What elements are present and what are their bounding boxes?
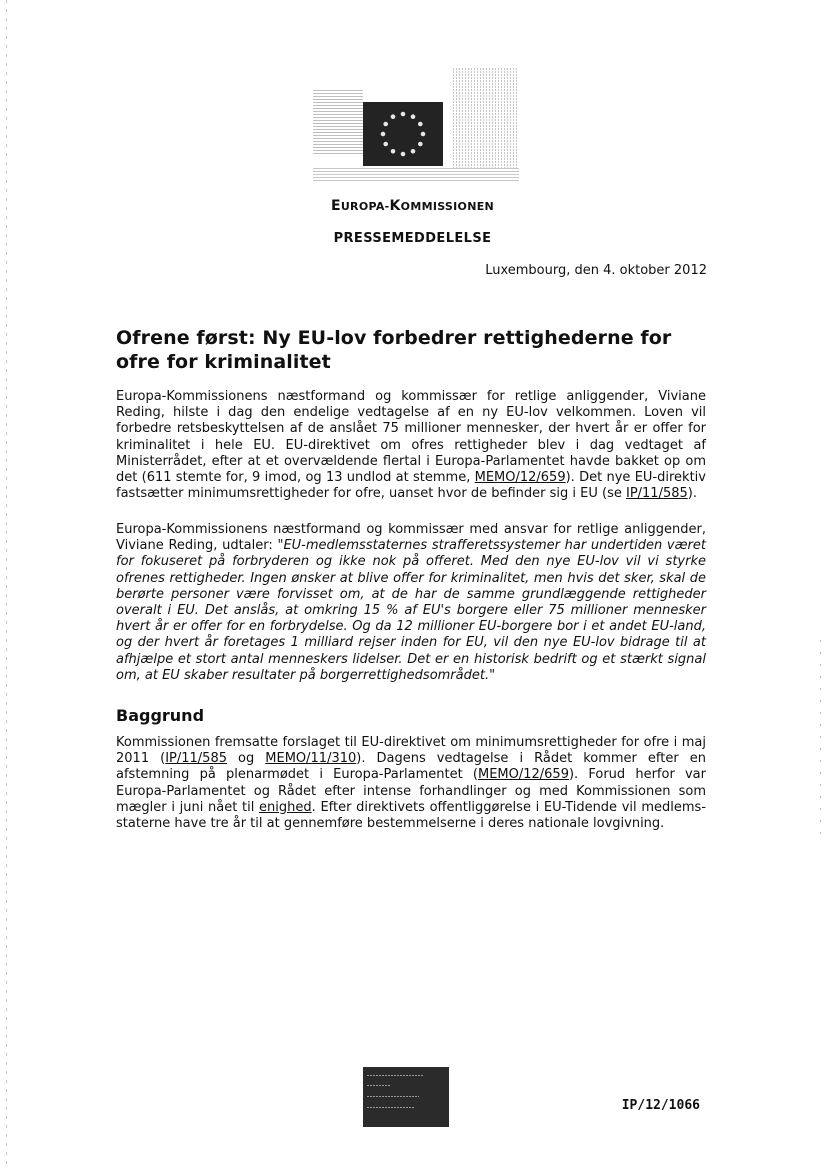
paragraph-text: og xyxy=(227,751,266,767)
document-type: PRESSEMEDDELELSE xyxy=(333,231,492,246)
scan-edge-artefact-right xyxy=(820,640,821,840)
org-initial-e: E xyxy=(330,198,341,214)
stamp-line xyxy=(367,1107,415,1108)
eu-flag-icon xyxy=(363,102,443,166)
paragraph-text: ). xyxy=(687,486,697,502)
paragraph-text: ). Dagens vedtagelse i Rådet kommer efter en afstemning på plenarmødet i Europa-Parlamentet ( xyxy=(116,751,706,783)
dateline: Luxembourg, den 4. oktober 2012 xyxy=(485,263,707,278)
memo-link[interactable]: MEMO/12/659 xyxy=(477,767,569,783)
paragraph-text: Kommissionen fremsatte forslaget til EU-direktivet om minimumsrettigheder for ofre i maj 2011 ( xyxy=(116,735,706,767)
paragraph-text: ). Det nye EU-direktiv fastsætter minimumsrettigheder for ofre, uanset hvor de befinder sig i EU (se xyxy=(116,470,706,502)
reding-quote: "EU-medlemsstaternes strafferetssystemer har undertiden været for fokuseret på forbryderen og ikke nok på offeret. Med den nye EU-lov vil vi styrke ofrenes rettigheder. Ingen ønsker at blive offer for kriminalitet, men hvis det sker, skal de berørte personer være forvisset om, at de har de samme grundlæggende rettigheder overalt i EU. Det anslås, at omkring 15 % af EU's borgere eller 75 millioner mennesker hvert år er offer for en forbrydelse. Og da 12 millioner EU-borgere bor i et andet EU-land, og der hvert år foretages 1 milliard rejser inden for EU, vil den nye EU-lov bidrage til at afhjælpe et stort antal menneskers lidelser. Det er en historisk bedrift og et stærkt signal om, at EU skaber resultater på borgerrettighedsområdet." xyxy=(116,538,706,683)
scan-edge-artefact xyxy=(6,0,7,1168)
memo-link[interactable]: MEMO/11/310 xyxy=(265,751,357,767)
org-text-2: OMMISSIONEN xyxy=(400,200,495,213)
press-service-stamp xyxy=(363,1067,449,1127)
logo-stripes xyxy=(313,90,363,154)
org-text-1: UROPA- xyxy=(340,200,390,213)
european-commission-logo xyxy=(313,64,519,182)
press-release-title: Ofrene først: Ny EU-lov forbedrer rettighederne for ofre for kriminalitet xyxy=(116,327,672,373)
paragraph-background xyxy=(116,735,706,832)
org-initial-k: K xyxy=(389,198,401,214)
stamp-line xyxy=(367,1075,423,1076)
paragraph-quote xyxy=(116,522,706,684)
stamp-line xyxy=(367,1085,391,1086)
eu-stars-icon xyxy=(363,102,443,166)
ip-link[interactable]: IP/11/585 xyxy=(625,486,688,502)
agreement-link[interactable]: enighed xyxy=(259,799,312,815)
memo-link[interactable]: MEMO/12/659 xyxy=(474,470,566,486)
paragraph-intro xyxy=(116,389,706,502)
paragraph-text: ). Forud herfor var Europa-Parlamentet og Rådet efter intense forhandlinger og med Kommissionen som mægler i juni nået til xyxy=(116,767,706,815)
press-release-reference: IP/12/1066 xyxy=(621,1098,700,1113)
logo-base-lines xyxy=(313,168,519,182)
organisation-name xyxy=(0,198,825,214)
paragraph-text: . Efter direktivets offentliggørelse i EU-Tidende vil medlems-staterne have tre år til at gennemføre bestemmelserne i deres nationale lovgivning. xyxy=(116,799,707,832)
section-heading-background: Baggrund xyxy=(116,706,205,725)
berlaymont-building-icon xyxy=(453,68,519,176)
paragraph-text: Europa-Kommissionens næstformand og kommissær for retlige anliggender, Viviane Reding, hilste i dag den endelige vedtagelse af en ny EU-lov velkommen. Loven vil forbedre retsbeskyttelsen af de anslået 75 millioner mennesker, der hvert år er offer for kriminalitet i hele EU. EU-direktivet om ofres rettigheder blev i dag vedtaget af Ministerrådet, efter at et overvældende flertal i Europa-Parlamentet havde bakket op om det (611 stemte for, 9 imod, og 13 undlod at stemme, xyxy=(116,389,706,486)
quote-intro: Europa-Kommissionens næstformand og kommissær med ansvar for retlige anliggender, Viviane Reding, udtaler: xyxy=(116,522,706,554)
stamp-line xyxy=(367,1096,419,1097)
ip-link[interactable]: IP/11/585 xyxy=(165,751,227,767)
